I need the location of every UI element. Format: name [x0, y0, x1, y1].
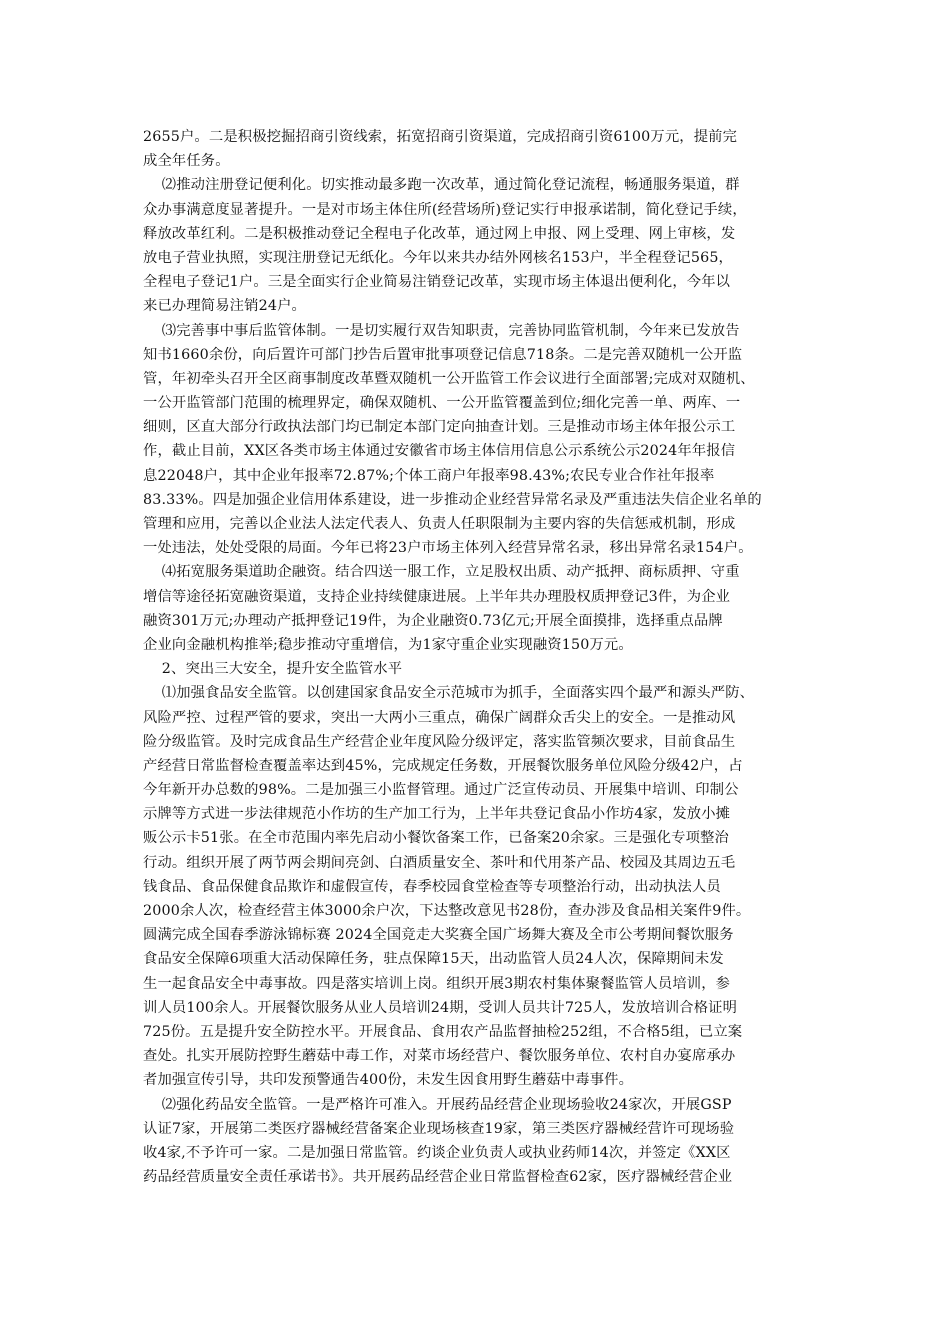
text-line: 2、突出三大安全，提升安全监管水平	[143, 661, 403, 678]
text-line: 行动。组织开展了两节两会期间亮剑、白酒质量安全、茶叶和代用茶产品、校园及其周边五毛	[143, 854, 736, 871]
text-line: 2000余人次，检查经营主体3000余户次，下达整改意见书28份，查办涉及食品相关案件9件。	[143, 903, 751, 919]
document-body	[143, 125, 815, 1189]
text-line: 众办事满意度显著提升。一是对市场主体住所(经营场所)登记实行申报承诺制，简化登记手续，	[143, 201, 747, 218]
text-line: 产经营日常监督检查覆盖率达到45%，完成规定任务数，开展餐饮服务单位风险分级42户，占	[143, 757, 743, 774]
text-line: 725份。五是提升安全防控水平。开展食品、食用农产品监督抽检252组，不合格5组，已立案	[143, 1023, 743, 1040]
text-line: 生一起食品安全中毒事故。四是落实培训上岗。组织开展3期农村集体聚餐监管人员培训，参	[143, 975, 731, 992]
text-line: 食品安全保障6项重大活动保障任务，驻点保障15天，出动监管人员24人次，保障期间未发	[143, 951, 724, 968]
text-line: 83.33%。四是加强企业信用体系建设，进一步推动企业经营异常名录及严重违法失信企业名单的	[143, 491, 762, 508]
text-line: ⑵推动注册登记便利化。切实推动最多跑一次改革，通过简化登记流程，畅通服务渠道，群	[143, 177, 740, 194]
text-line: 来已办理简易注销24户。	[143, 298, 306, 315]
text-line: 息22048户，其中企业年报率72.87%;个体工商户年报率98.43%;农民专业合作社年报率	[143, 467, 715, 484]
text-line: 放电子营业执照，实现注册登记无纸化。今年以来共办结外网核名153户，半全程登记565，	[143, 249, 734, 266]
text-line: 钱食品、食品保健食品欺诈和虚假宣传，春季校园食堂检查等专项整治行动，出动执法人员	[143, 878, 721, 895]
text-line: 收4家,不予许可一家。二是加强日常监管。约谈企业负责人或执业药师14次，并签定《XX区	[143, 1144, 731, 1161]
text-line: 全程电子登记1户。三是全面实行企业简易注销登记改革，实现市场主体退出便利化，今年以	[143, 274, 731, 291]
text-line: 管，年初牵头召开全区商事制度改革暨双随机一公开监管工作会议进行全面部署;完成对双随机、	[143, 370, 755, 387]
text-line: 一公开监管部门范围的梳理界定，确保双随机、一公开监管覆盖到位;细化完善一单、两库、一	[143, 395, 741, 412]
text-line: 一处违法，处处受限的局面。今年已将23户市场主体列入经营异常名录，移出异常名录154户。	[143, 540, 753, 557]
text-line: 知书1660余份，向后置许可部门抄告后置审批事项登记信息718条。二是完善双随机一公开监	[143, 346, 743, 363]
text-line: 查处。扎实开展防控野生蘑菇中毒工作，对菜市场经营户、餐饮服务单位、农村自办宴席承办	[143, 1048, 736, 1065]
text-line: 示牌等方式进一步法律规范小作坊的生产加工行为，上半年共登记食品小作坊4家，发放小摊	[143, 806, 731, 823]
text-line: 药品经营质量安全责任承诺书》。共开展药品经营企业日常监督检查62家，医疗器械经营企业	[143, 1169, 733, 1186]
text-line: 圆满完成全国春季游泳锦标赛 2024全国竞走大奖赛全国广场舞大赛及全市公考期间餐饮服务	[143, 927, 734, 944]
text-line: ⑶完善事中事后监管体制。一是切实履行双告知职责，完善协同监管机制，今年来已发放告	[143, 322, 740, 339]
text-line: 融资301万元;办理动产抵押登记19件，为企业融资0.73亿元;开展全面摸排，选择重点品牌	[143, 612, 723, 629]
text-line: ⑴加强食品安全监管。以创建国家食品安全示范城市为抓手，全面落实四个最严和源头严防、	[143, 685, 755, 702]
text-line: 风险严控、过程严管的要求，突出一大两小三重点，确保广阔群众舌尖上的安全。一是推动风	[143, 709, 736, 726]
text-line: 险分级监管。及时完成食品生产经营企业年度风险分级评定，落实监管频次要求，目前食品生	[143, 733, 736, 750]
text-line: 作，截止目前，XX区各类市场主体通过安徽省市场主体信用信息公示系统公示2024年年报信	[143, 443, 736, 460]
text-line: 管理和应用，完善以企业法人法定代表人、负责人任职限制为主要内容的失信惩戒机制，形成	[143, 516, 736, 532]
text-line: 贩公示卡51张。在全市范围内率先启动小餐饮备案工作，已备案20余家。三是强化专项整治	[143, 830, 729, 847]
text-line: 训人员100余人。开展餐饮服务从业人员培训24期，受训人员共计725人，发放培训合格证明	[143, 999, 738, 1016]
text-line: 者加强宣传引导，共印发预警通告400份，未发生因食用野生蘑菇中毒事件。	[143, 1072, 634, 1089]
text-line: 成全年任务。	[143, 153, 230, 170]
text-line: ⑷拓宽服务渠道助企融资。结合四送一服工作，立足股权出质、动产抵押、商标质押、守重	[143, 564, 740, 581]
text-line: ⑵强化药品安全监管。一是严格许可准入。开展药品经营企业现场验收24家次，开展GSP	[143, 1096, 732, 1113]
text-line: 细则，区直大部分行政执法部门均已制定本部门定向抽查计划。三是推动市场主体年报公示工	[143, 419, 736, 436]
text-line: 今年新开办总数的98%。二是加强三小监督管理。通过广泛宣传动员、开展集中培训、印制公	[143, 782, 739, 799]
text-line: 增信等途径拓宽融资渠道，支持企业持续健康进展。上半年共办理股权质押登记3件，为企业	[143, 588, 731, 605]
text-line: 2655户。二是积极挖掘招商引资线索，拓宽招商引资渠道，完成招商引资6100万元，提前完	[143, 129, 738, 145]
text-line: 释放改革红利。二是积极推动登记全程电子化改革，通过网上申报、网上受理、网上审核，发	[143, 225, 736, 242]
text-line: 认证7家，开展第二类医疗器械经营备案企业现场核查19家，第三类医疗器械经营许可现场验	[143, 1120, 735, 1137]
text-line: 企业向金融机构推举;稳步推动守重增信，为1家守重企业实现融资150万元。	[143, 636, 633, 653]
